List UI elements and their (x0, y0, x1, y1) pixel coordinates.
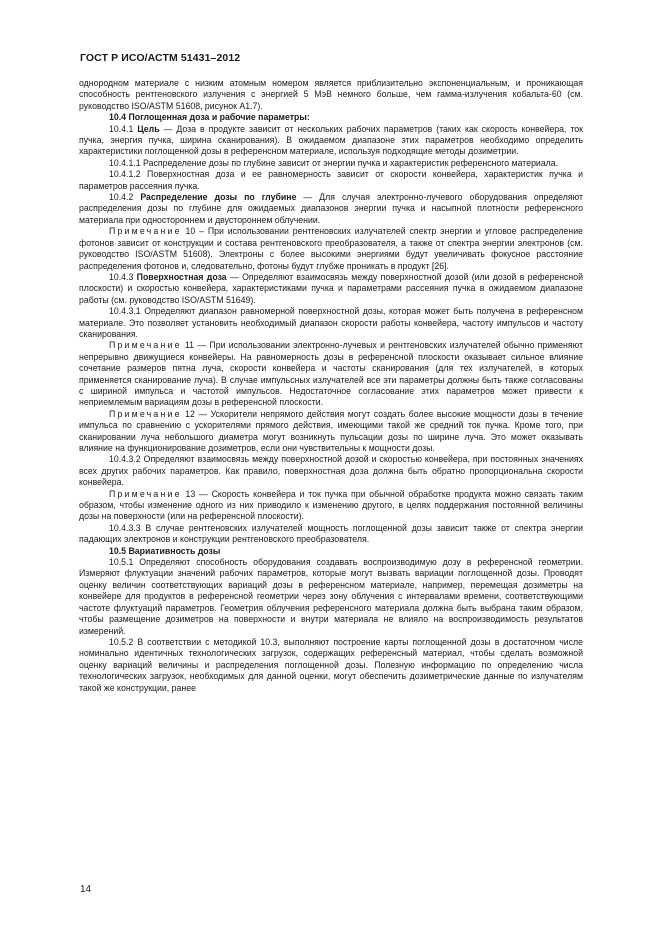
paragraph-10-4-2 (79, 192, 583, 226)
body-text (79, 78, 583, 694)
note-12 (79, 409, 583, 455)
note-number: 12 (185, 408, 195, 419)
note-text: — Скорость конвейера и ток пучка при обычной обработке продукта можно связать таким образом, чтобы изменение одного из них приводило к изменению другого, в целях поддержания постоянной величины дозы на поверхности (или на референсной плоскости). (79, 488, 583, 522)
clause-text: — Для случая электронно-лучевого оборудования определяют распределения дозы по глубине для ожидаемых диапазонов энергии пучка и насыпной плотности референсного материала при одностороннем и двустороннем облучении. (79, 192, 583, 225)
running-header: ГОСТ Р ИСО/АСТМ 51431–2012 (80, 52, 241, 64)
clause-number: 10.4.3 (109, 271, 134, 282)
clause-term: Цель (137, 123, 160, 134)
note-number: 10 (185, 226, 196, 237)
clause-text: — Определяют взаимосвязь между поверхностной дозой (или дозой в референсной плоскости) и скоростью конвейера, характеристиками пучка и параметрами рассеяния пучка в ожидаемом диапазоне работы (см. руководство ISO/ASTM 51649). (79, 271, 584, 305)
paragraph-10-4-3 (79, 272, 583, 306)
note-label: Примечание (109, 340, 182, 351)
paragraph-10-4-3-3: 10.4.3.3 В случае рентгеновских излучателей мощность поглощенной дозы зависит также от спектра энергии падающих электронов и конструкции рентгеновского преобразователя. (79, 522, 583, 545)
note-number: 13 (185, 488, 196, 499)
paragraph-continuation: однородном материале с низким атомным номером является приблизительно экспоненциальным, и проникающая способность рентгеновского излучения с энергией 5 МэВ немного больше, чем гамма-излучения кобальта-60 (см. руководство ISO/ASTM 51608, рисунок А1.7). (79, 78, 583, 111)
note-label: Примечание (109, 226, 182, 237)
section-heading-10-5: 10.5 Вариативность дозы (109, 545, 221, 556)
paragraph-10-5-2: 10.5.2 В соответствии с методикой 10.3, выполняют построение карты поглощенной дозы в достаточном числе номинально идентичных технологических загрузок, содержащих референсный материал, чтобы сделать возможной оценку вариаций величины и распределения поглощенной дозы. Полезную информацию по определению числа технологических загрузок, необходимых для данной оценки, могут обеспечить дозиметрические данные по излучателям такой же конструкции, ранее (79, 636, 583, 693)
note-text: — При использовании электронно-лучевых и рентгеновских излучателей обычно применяют непрерывно движущиеся конвейеры. На равномерность дозы в референсной плоскости оказывает сильное влияние сочетание размеров пятна луча, скорости конвейера и частоты сканирования (для тех излучателей, в которых применяется сканирование луча). В случае импульсных излучателей все эти параметры должны быть также согласованы с шириной импульса и частотой импульсов. Недостаточное согласование этих параметров может привести к неприемлемым вариациям дозы в референсной плоскости. (79, 340, 583, 408)
note-11 (79, 340, 583, 408)
note-label: Примечание (109, 408, 182, 419)
clause-term: Распределение дозы по глубине (140, 192, 297, 203)
clause-text: — Доза в продукте зависит от нескольких рабочих параметров (таких как скорость конвейера, ток пучка, энергия пучка, ширина сканирования). В ожидаемом диапазоне этих параметров необходимо определить характеристики поглощенной дозы в референсном материале, используя подходящие методы дозиметрии. (79, 123, 583, 157)
paragraph-10-4-1-2: 10.4.1.2 Поверхностная доза и ее равномерность зависит от скорости конвейера, характеристик пучка и параметров рассеяния пучка. (79, 169, 583, 191)
paragraph-10-4-3-1: 10.4.3.1 Определяют диапазон равномерной поверхностной дозы, которая может быть получена в референсном материале. Это позволяет установить необходимый диапазон скорости работы конвейера, частоту импульсов и частоту сканирования. (79, 306, 583, 339)
clause-number: 10.4.1 (109, 123, 134, 134)
paragraph-10-4-1 (79, 124, 583, 158)
clause-term: Поверхностная доза (136, 271, 227, 282)
clause-number: 10.4.2 (109, 192, 134, 203)
paragraph-10-4-1-1: 10.4.1.1 Распределение дозы по глубине зависит от энергии пучка и характеристик референсного материала. (109, 157, 559, 168)
note-text: — Ускорители непрямого действия могут создать более высокие мощности дозы в течение импульса по сравнению с ускорителями прямого действия, имеющими такой же средний ток пучка. Кроме того, при сканировании луча небольшого диаметра могут возникнуть пульсации дозы по ширине луча. Это может оказывать влияние на функционирование дозиметров, если они чувствительны к мощности дозы. (79, 408, 583, 453)
paragraph-10-5-1: 10.5.1 Определяют способность оборудования создавать воспроизводимую дозу в референсной геометрии. Измеряют флуктуации значений рабочих параметров, которые могут вызвать вариации поглощенной дозы. Проводят оценку величин соответствующих вариаций дозы в референсном материале, например, перемещая дозиметры на конвейере для продуктов в референсной геометрии через зону облучения с интервалами времени, соответствующими частоте флуктуаций параметров. Геометрия облучения референсного материала должна быть выбрана таким образом, чтобы размещение дозиметров на поверхности и внутри материала не влияло на воспроизводимость результатов измерений. (79, 557, 583, 636)
section-heading-10-4: 10.4 Поглощенная доза и рабочие параметры: (109, 112, 310, 123)
note-number: 11 (184, 340, 195, 351)
note-label: Примечание (109, 488, 182, 499)
note-10 (79, 226, 583, 272)
note-text: – При использовании рентгеновских излучателей спектр энергии и угловое распределение фотонов зависит от конструкции и состава рентгеновского преобразователя, а также от спектра энергии электронов (см. руководство ISO/ASTM 51608). Электроны с более высокими энергиями будут увеличивать фокусное расстояние распределения фотонов и, следовательно, фотоны будут глубже проникать в продукт [26]. (79, 226, 583, 271)
note-13 (79, 489, 583, 523)
page-number: 14 (80, 884, 92, 895)
paragraph-10-4-3-2: 10.4.3.2 Определяют взаимосвязь между поверхностной дозой и скоростью конвейера, при постоянных значениях всех других рабочих параметров. Как правило, поверхностная доза должна быть обратно пропорциональна скорости конвейера. (79, 454, 583, 488)
